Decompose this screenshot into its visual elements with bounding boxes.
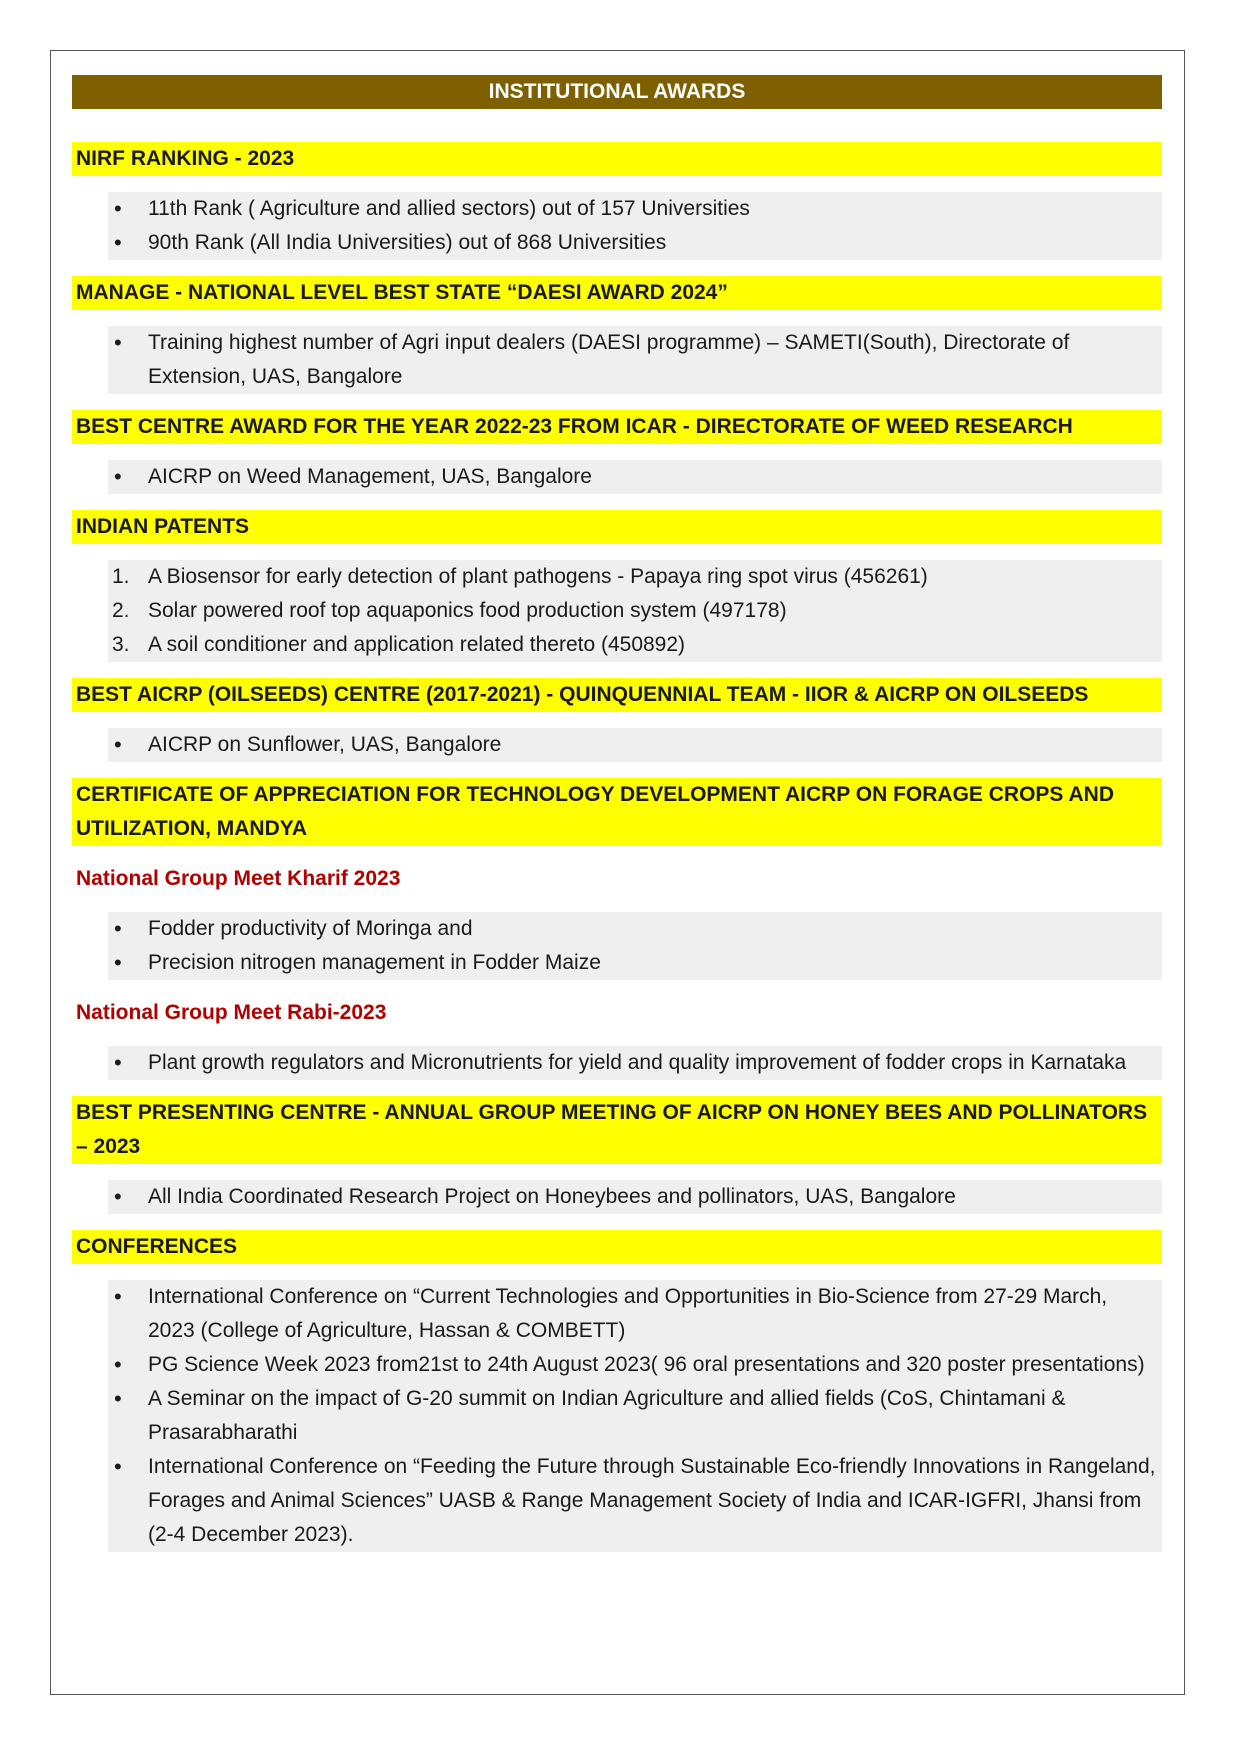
subheading-kharif: National Group Meet Kharif 2023 [76,867,401,890]
list-item: • Plant growth regulators and Micronutrients for yield and quality improvement of fodder crops in Karnataka [108,1046,1162,1080]
list-item [108,628,1162,662]
patents-list [108,560,1162,662]
list-item [108,594,1162,628]
list-item: • All India Coordinated Research Project on Honeybees and pollinators, UAS, Bangalore [108,1180,1162,1214]
section-heading-oilseeds: BEST AICRP (OILSEEDS) CENTRE (2017-2021) - QUINQUENNIAL TEAM - IIOR & AICRP ON OILSEEDS [72,678,1162,712]
section-heading-forage: CERTIFICATE OF APPRECIATION FOR TECHNOLOGY DEVELOPMENT AICRP ON FORAGE CROPS AND UTILIZATION, MANDYA [72,778,1162,846]
list-number: 2. [112,599,130,622]
list-item: • 11th Rank ( Agriculture and allied sectors) out of 157 Universities [108,192,1162,226]
honey-bees-list [108,1180,1162,1214]
kharif-list [108,912,1162,980]
section-heading-manage: MANAGE - NATIONAL LEVEL BEST STATE “DAESI AWARD 2024” [72,276,1162,310]
list-item: • International Conference on “Feeding the Future through Sustainable Eco-friendly Innovations in Rangeland, Forages and Animal Sciences” UASB & Range Management Society of India and ICAR-IGFRI, Jhansi from (2-4 December 2023). [108,1450,1162,1552]
list-item-text: A Biosensor for early detection of plant pathogens - Papaya ring spot virus (456261) [148,565,928,588]
list-item: • International Conference on “Current Technologies and Opportunities in Bio-Science from 27-29 March, 2023 (College of Agriculture, Hassan & COMBETT) [108,1280,1162,1348]
list-item: • 90th Rank (All India Universities) out of 868 Universities [108,226,1162,260]
oilseeds-list [108,728,1162,762]
manage-list [108,326,1162,394]
list-item-text: A soil conditioner and application related thereto (450892) [148,633,686,656]
nirf-list [108,192,1162,260]
list-item: • Training highest number of Agri input dealers (DAESI programme) – SAMETI(South), Directorate of Extension, UAS, Bangalore [108,326,1162,394]
rabi-list [108,1046,1162,1080]
list-item: • Precision nitrogen management in Fodder Maize [108,946,1162,980]
section-heading-patents: INDIAN PATENTS [72,510,1162,544]
section-heading-weed-research: BEST CENTRE AWARD FOR THE YEAR 2022-23 FROM ICAR - DIRECTORATE OF WEED RESEARCH [72,410,1162,444]
list-item: • Fodder productivity of Moringa and [108,912,1162,946]
section-heading-honey-bees: BEST PRESENTING CENTRE - ANNUAL GROUP MEETING OF AICRP ON HONEY BEES AND POLLINATORS – 2023 [72,1096,1162,1164]
list-number: 1. [112,565,130,588]
list-item: • PG Science Week 2023 from21st to 24th August 2023( 96 oral presentations and 320 poster presentations) [108,1348,1162,1382]
weed-list [108,460,1162,494]
document-content [72,75,1162,1568]
list-item-text: Solar powered roof top aquaponics food production system (497178) [148,599,787,622]
list-item: • A Seminar on the impact of G-20 summit on Indian Agriculture and allied fields (CoS, Chintamani & Prasarabharathi [108,1382,1162,1450]
section-heading-conferences: CONFERENCES [72,1230,1162,1264]
list-item [108,560,1162,594]
list-item: • AICRP on Weed Management, UAS, Bangalore [108,460,1162,494]
page-title: INSTITUTIONAL AWARDS [72,75,1162,109]
list-number: 3. [112,633,130,656]
section-heading-nirf: NIRF RANKING - 2023 [72,142,1162,176]
conferences-list [108,1280,1162,1552]
subheading-rabi: National Group Meet Rabi-2023 [76,1001,387,1024]
list-item: • AICRP on Sunflower, UAS, Bangalore [108,728,1162,762]
